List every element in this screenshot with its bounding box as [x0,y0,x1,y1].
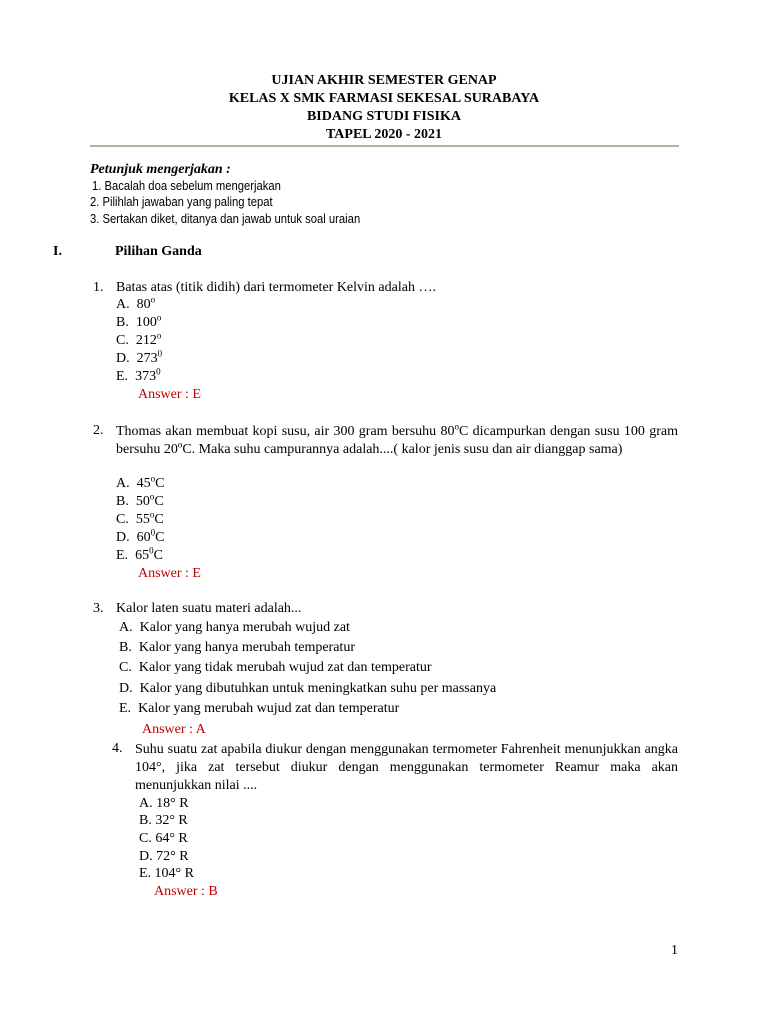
degree-sup: 0 [157,348,163,359]
answer-key: Answer : E [138,387,201,402]
option-unit: C [154,512,164,527]
question-number: 2. [93,423,104,438]
answer-option [116,294,156,313]
answer-option: B. 32° R [139,813,188,828]
question-text-part: C. Maka suhu campurannya adalah....( kalor jenis susu dan air dianggap sama) [182,442,623,457]
option-value: Kalor yang tidak merubah wujud zat dan temperatur [138,660,432,675]
option-letter: B. [119,640,132,655]
instruction-text: Pilihlah jawaban yang paling tepat [102,195,273,209]
degree-sup: o [156,312,162,323]
option-letter: E. [116,369,129,384]
answer-option [116,509,164,528]
question-text: Batas atas (titik didih) dari termometer Kelvin adalah …. [116,280,436,295]
option-value: 50 [135,494,150,509]
answer-option: C. 64° R [139,831,188,846]
answer-option [119,701,399,717]
question-number: 4. [112,741,123,756]
answer-option [116,312,162,331]
option-value: 373 [135,369,157,384]
section-number: I. [53,244,62,259]
instructions-title: Petunjuk mengerjakan : [90,162,231,177]
answer-option [116,330,162,349]
question-text: Kalor laten suatu materi adalah... [116,601,302,616]
option-letter: E. [116,548,129,563]
option-letter: B. [116,494,129,509]
degree-sup: o [454,421,459,432]
option-unit: C [155,476,165,491]
question-number: 3. [93,601,104,616]
question-text-part: Thomas akan membuat kopi susu, air 300 gram bersuhu 80 [116,424,455,439]
instruction-number: 1. [92,179,102,193]
answer-option: A. 18° R [139,796,189,811]
instruction-text: Sertakan diket, ditanya dan jawab untuk soal uraian [102,212,361,226]
question-text [116,423,678,459]
header-line-2: KELAS X SMK FARMASI SEKESAL SURABAYA [228,91,540,106]
option-letter: C. [116,512,129,527]
option-letter: C. [119,660,132,675]
option-unit: C [153,548,163,563]
degree-sup: o [150,473,156,484]
option-value: Kalor yang merubah wujud zat dan temperatur [138,701,400,716]
answer-option [116,491,164,510]
option-value: Kalor yang dibutuhkan untuk meningkatkan suhu per massanya [139,681,497,696]
option-value: 45 [136,476,151,491]
degree-sup: o [177,439,183,450]
degree-sup: o [149,509,155,520]
degree-sup: o [156,330,162,341]
degree-sup: 0 [156,366,161,377]
instruction-item [90,212,360,226]
option-value: Kalor yang hanya merubah wujud zat [139,620,350,635]
degree-sup: 0 [150,527,156,538]
answer-option [116,366,161,385]
option-unit: C [155,530,165,545]
degree-sup: 0 [149,545,154,556]
degree-sup: o [149,491,155,502]
answer-option [119,640,355,656]
header-line-3: BIDANG STUDI FISIKA [306,109,462,124]
answer-key: Answer : A [142,722,206,737]
option-value: 212 [135,333,157,348]
option-letter: A. [116,297,130,312]
header-line-1: UJIAN AKHIR SEMESTER GENAP [271,73,497,88]
degree-sup: o [150,294,156,305]
instruction-item [92,179,281,193]
header-divider [90,145,679,147]
option-value: 60 [136,530,151,545]
option-letter: D. [116,530,130,545]
question-text-part: C dicampurkan dengan susu 100 gram bersuhu 20 [116,424,678,457]
instruction-number: 2. [90,195,100,209]
question-number: 1. [93,280,104,295]
option-value: 80 [136,297,151,312]
option-letter: C. [116,333,129,348]
answer-option [119,681,496,697]
answer-key: Answer : B [154,884,218,899]
option-letter: D. [119,681,133,696]
answer-option [116,527,165,546]
answer-option: E. 104° R [139,866,194,881]
option-letter: A. [119,620,133,635]
answer-option: D. 72° R [139,849,189,864]
option-letter: E. [119,701,132,716]
option-letter: D. [116,351,130,366]
document-header [0,72,768,144]
option-letter: A. [116,476,130,491]
option-unit: C [154,494,164,509]
header-line-4: TAPEL 2020 - 2021 [325,127,443,142]
instruction-item [90,195,273,209]
option-value: 55 [135,512,150,527]
instruction-number: 3. [90,212,100,226]
answer-option [119,660,432,676]
option-value: 65 [135,548,150,563]
option-value: 273 [136,351,158,366]
section-title: Pilihan Ganda [115,244,202,259]
question-text: Suhu suatu zat apabila diukur dengan menggunakan termometer Fahrenheit menunjukkan angka 104°, jika zat tersebut diukur dengan menggunakan termometer Reamur maka akan menunjukkan nilai .... [135,742,678,793]
option-letter: B. [116,315,129,330]
answer-option [116,473,165,492]
option-value: 100 [135,315,157,330]
answer-option [119,620,350,636]
answer-option [116,348,163,367]
page-number: 1 [671,943,678,958]
instruction-text: Bacalah doa sebelum mengerjakan [104,179,281,193]
option-value: Kalor yang hanya merubah temperatur [138,640,355,655]
answer-option [116,545,163,564]
answer-key: Answer : E [138,566,201,581]
